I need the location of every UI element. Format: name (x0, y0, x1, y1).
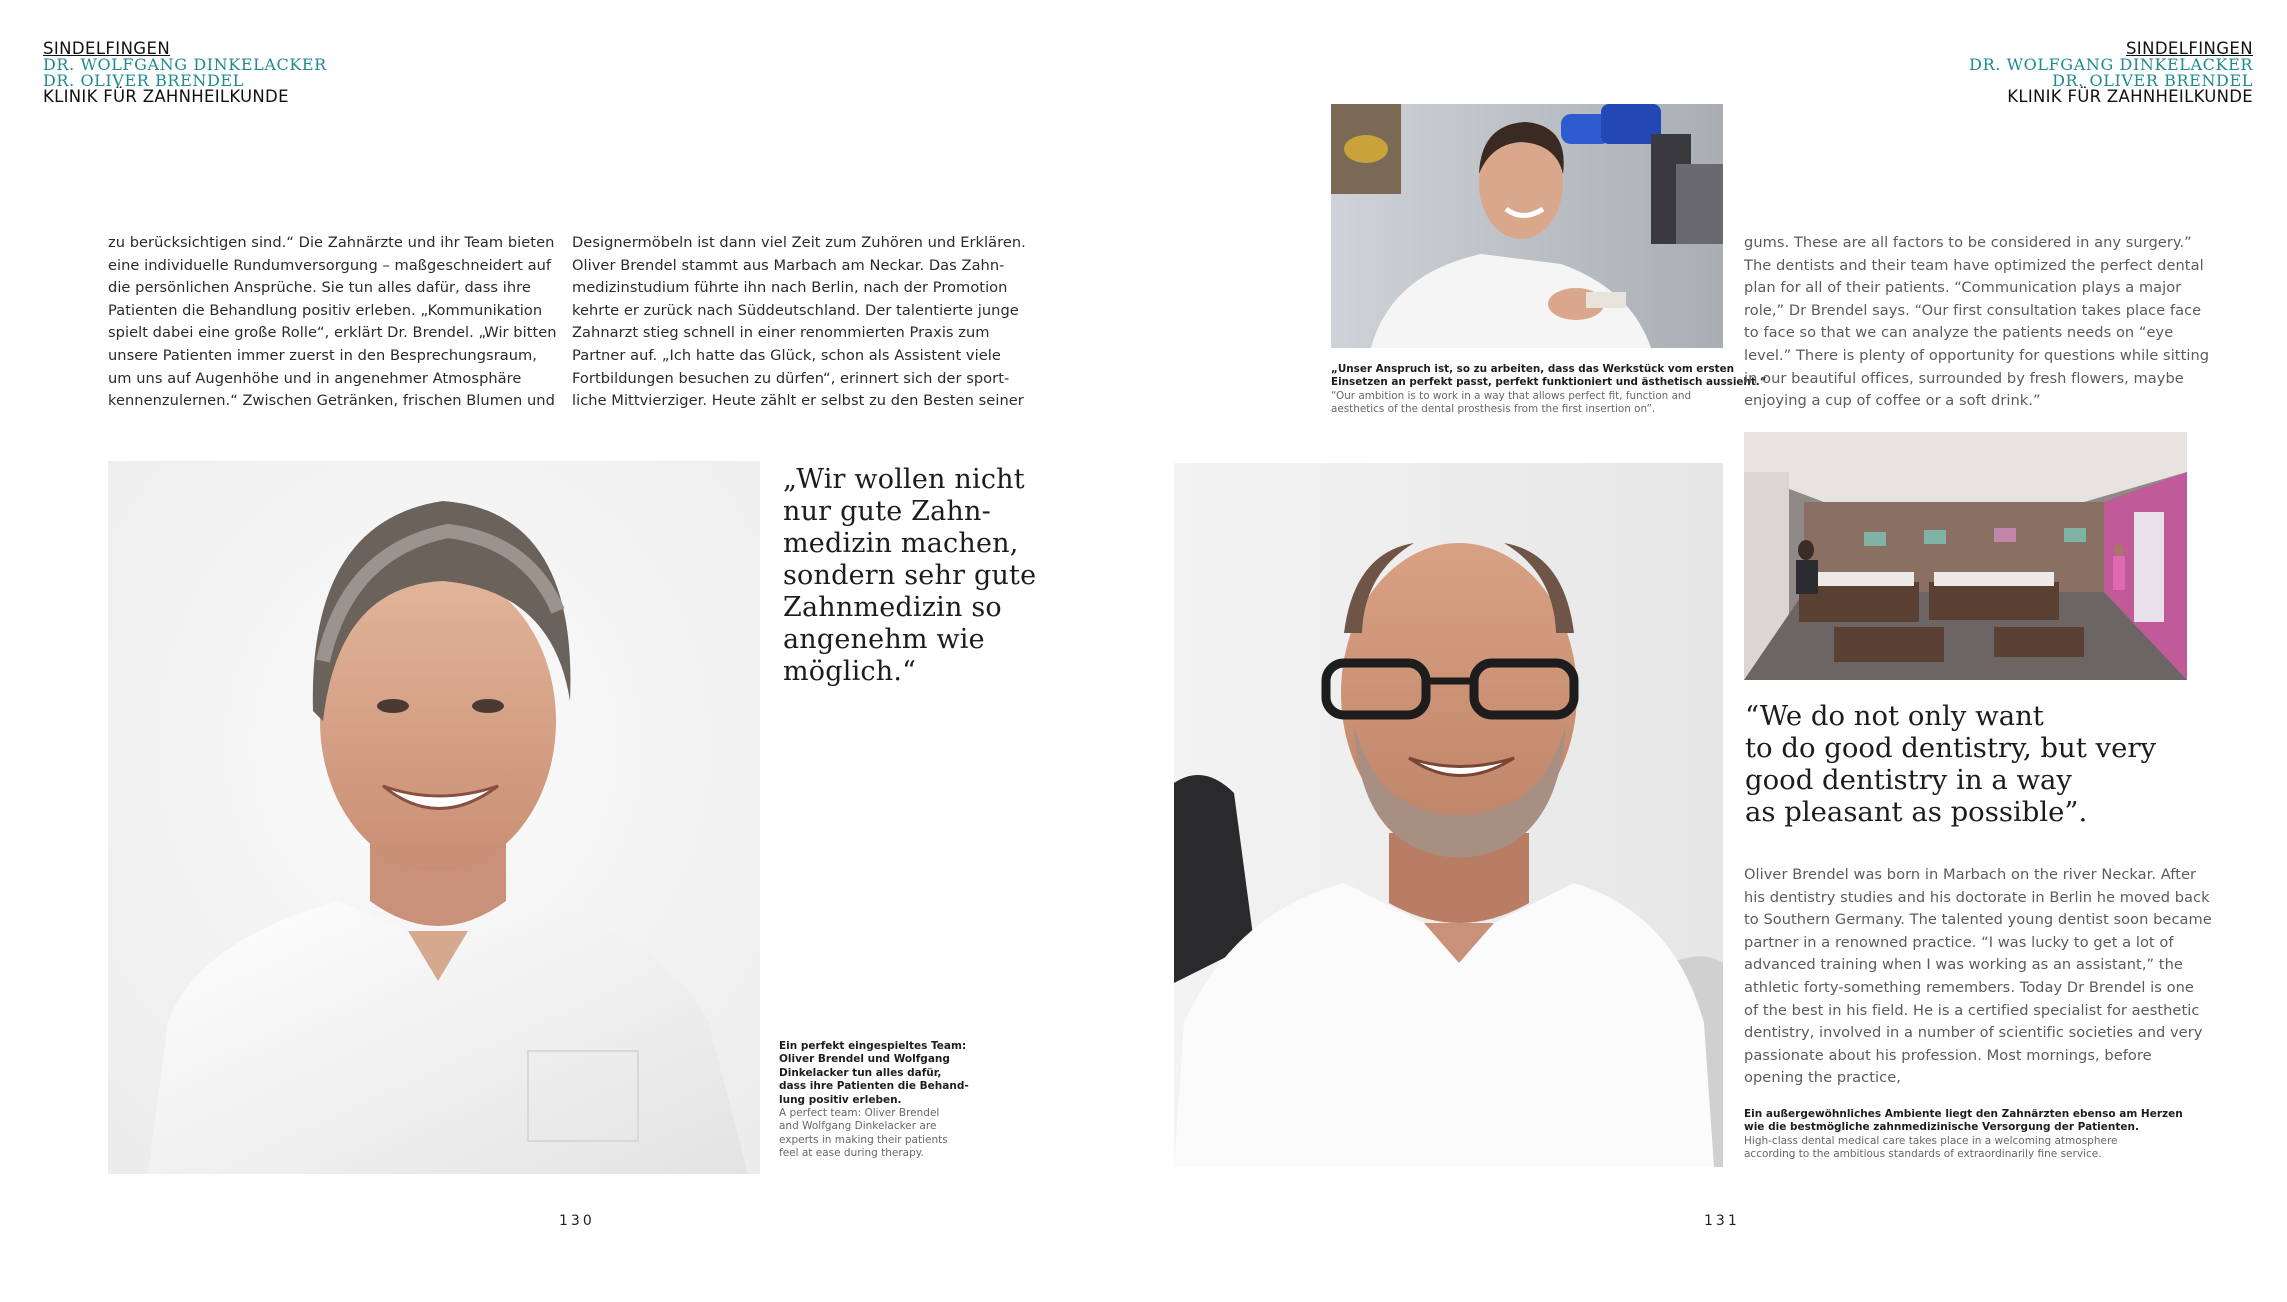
caption-line: “Our ambition is to work in a way that allows perfect fit, function and (1331, 389, 1692, 402)
caption-line: High-class dental medical care takes place in a welcoming atmosphere (1744, 1134, 2118, 1147)
text-line: Zahnarzt stieg schnell in einer renommierten Praxis zum (572, 324, 990, 342)
caption-line: Dinkelacker tun alles dafür, (779, 1066, 942, 1079)
portrait-photo-left (108, 461, 760, 1174)
caption-line: and Wolfgang Dinkelacker are (779, 1120, 937, 1133)
body-text-column-3 (1744, 232, 2209, 413)
text-line: role,” Dr Brendel says. “Our first consultation takes place face (1744, 301, 2202, 319)
text-line: advanced training when I was working as an assistant,” the (1744, 956, 2183, 974)
caption-lounge (1744, 1108, 2183, 1162)
text-line: liche Mittvierziger. Heute zählt er selbst zu den Besten seiner (572, 392, 1024, 410)
text-line: partner in a renowned practice. “I was lucky to get a lot of (1744, 933, 2174, 951)
header-place: SINDELFINGEN (2125, 39, 2253, 58)
caption-line: dass ihre Patienten die Behand- (779, 1080, 969, 1093)
text-line: enjoying a cup of coffee or a soft drink.” (1744, 392, 2041, 410)
pull-quote-german (783, 464, 1036, 688)
caption-team (779, 1040, 969, 1161)
caption-line: Oliver Brendel und Wolfgang (779, 1053, 950, 1066)
header-doctor-1: DR. WOLFGANG DINKELACKER (43, 55, 327, 74)
text-line: zu berücksichtigen sind.“ Die Zahnärzte und ihr Team bieten (108, 234, 555, 251)
header-doctor-1: DR. WOLFGANG DINKELACKER (1969, 55, 2253, 74)
caption-line: experts in making their patients (779, 1133, 948, 1146)
text-line: Designermöbeln ist dann viel Zeit zum Zuhören und Erklären. (572, 234, 1026, 251)
quote-line: möglich.“ (783, 656, 917, 687)
quote-line: „Wir wollen nicht (783, 464, 1025, 495)
caption-line: A perfect team: Oliver Brendel (779, 1107, 940, 1120)
text-line: of the best in his field. He is a certified specialist for aesthetic (1744, 1001, 2200, 1019)
text-line: opening the practice, (1744, 1069, 1901, 1087)
body-text-column-2 (572, 232, 1026, 413)
quote-line: medizin machen, (783, 528, 1019, 559)
text-line: The dentists and their team have optimized the perfect dental (1744, 256, 2204, 274)
text-line: in our beautiful offices, surrounded by fresh flowers, maybe (1744, 369, 2184, 387)
caption-line: „Unser Anspruch ist, so zu arbeiten, dass das Werkstück vom ersten (1331, 363, 1735, 375)
header-clinic: KLINIK FÜR ZAHNHEILKUNDE (2007, 87, 2253, 106)
header-place: SINDELFINGEN (43, 39, 171, 58)
body-text-column-1 (108, 232, 557, 413)
quote-line: nur gute Zahn- (783, 496, 991, 527)
header-left (43, 40, 327, 105)
text-line: gums. These are all factors to be considered in any surgery.” (1744, 234, 2192, 251)
quote-line: angenehm wie (783, 624, 985, 655)
caption-line: aesthetics of the dental prosthesis from the first insertion on”. (1331, 403, 1656, 416)
caption-line: Ein außergewöhnliches Ambiente liegt den Zahnärzten ebenso am Herzen (1744, 1108, 2183, 1120)
portrait-photo-right (1174, 463, 1723, 1167)
caption-lab (1331, 363, 1767, 417)
header-doctor-2: DR. OLIVER BRENDEL (2052, 70, 2253, 90)
text-line: plan for all of their patients. “Communication plays a major (1744, 279, 2182, 297)
page-number-right: 131 (1704, 1213, 1740, 1229)
text-line: die persönlichen Ansprüche. Sie tun alles dafür, dass ihre (108, 279, 531, 297)
text-line: unsere Patienten immer zuerst in den Besprechungsraum, (108, 346, 537, 364)
pull-quote-english (1745, 700, 2156, 828)
text-line: Partner auf. „Ich hatte das Glück, schon als Assistent viele (572, 346, 1001, 364)
text-line: athletic forty-something remembers. Today Dr Brendel is one (1744, 978, 2194, 996)
page-number-left: 130 (559, 1213, 595, 1229)
header-clinic: KLINIK FÜR ZAHNHEILKUNDE (43, 87, 289, 106)
caption-line: wie die bestmögliche zahnmedizinische Versorgung der Patienten. (1744, 1121, 2139, 1134)
text-line: Patienten die Behandlung positiv erleben. „Kommunikation (108, 301, 543, 319)
caption-line: according to the ambitious standards of extraordinarily fine service. (1744, 1148, 2102, 1161)
quote-line: to do good dentistry, but very (1745, 732, 2157, 764)
body-text-column-4 (1744, 864, 2212, 1090)
caption-line: Ein perfekt eingespieltes Team: (779, 1040, 967, 1052)
text-line: passionate about his profession. Most mornings, before (1744, 1046, 2152, 1064)
header-doctor-2: DR. OLIVER BRENDEL (43, 70, 244, 90)
caption-line: Einsetzen an perfekt passt, perfekt funktioniert und ästhetisch aussieht.“ (1331, 376, 1767, 389)
quote-line: sondern sehr gute (783, 560, 1037, 591)
text-line: um uns auf Augenhöhe und in angenehmer Atmosphäre (108, 369, 522, 387)
text-line: Oliver Brendel stammt aus Marbach am Neckar. Das Zahn- (572, 256, 1005, 274)
text-line: his dentistry studies and his doctorate in Berlin he moved back (1744, 888, 2210, 906)
text-line: kehrte er zurück nach Süddeutschland. Der talentierte junge (572, 301, 1019, 319)
text-line: Oliver Brendel was born in Marbach on the river Neckar. After (1744, 866, 2197, 883)
text-line: to face so that we can analyze the patients needs on “eye (1744, 324, 2174, 342)
caption-line: lung positiv erleben. (779, 1093, 902, 1106)
quote-line: “We do not only want (1745, 700, 2044, 732)
lounge-photo (1744, 432, 2187, 680)
text-line: medizinstudium führte ihn nach Berlin, nach der Promotion (572, 279, 1008, 297)
text-line: spielt dabei eine große Rolle“, erklärt Dr. Brendel. „Wir bitten (108, 324, 557, 342)
header-right (1969, 40, 2253, 105)
quote-line: good dentistry in a way (1745, 764, 2072, 796)
text-line: eine individuelle Rundumversorgung – maßgeschneidert auf (108, 256, 552, 274)
text-line: to Southern Germany. The talented young dentist soon became (1744, 911, 2212, 929)
text-line: kennenzulernen.“ Zwischen Getränken, frischen Blumen und (108, 392, 555, 410)
text-line: level.” There is plenty of opportunity for questions while sitting (1744, 346, 2210, 364)
text-line: dentistry, involved in a number of scientific societies and very (1744, 1024, 2203, 1042)
quote-line: Zahnmedizin so (783, 592, 1002, 623)
text-line: Fortbildungen besuchen zu dürfen“, erinnert sich der sport- (572, 369, 1010, 387)
lab-photo (1331, 104, 1723, 348)
caption-line: feel at ease during therapy. (779, 1147, 924, 1160)
quote-line: as pleasant as possible”. (1745, 796, 2088, 828)
